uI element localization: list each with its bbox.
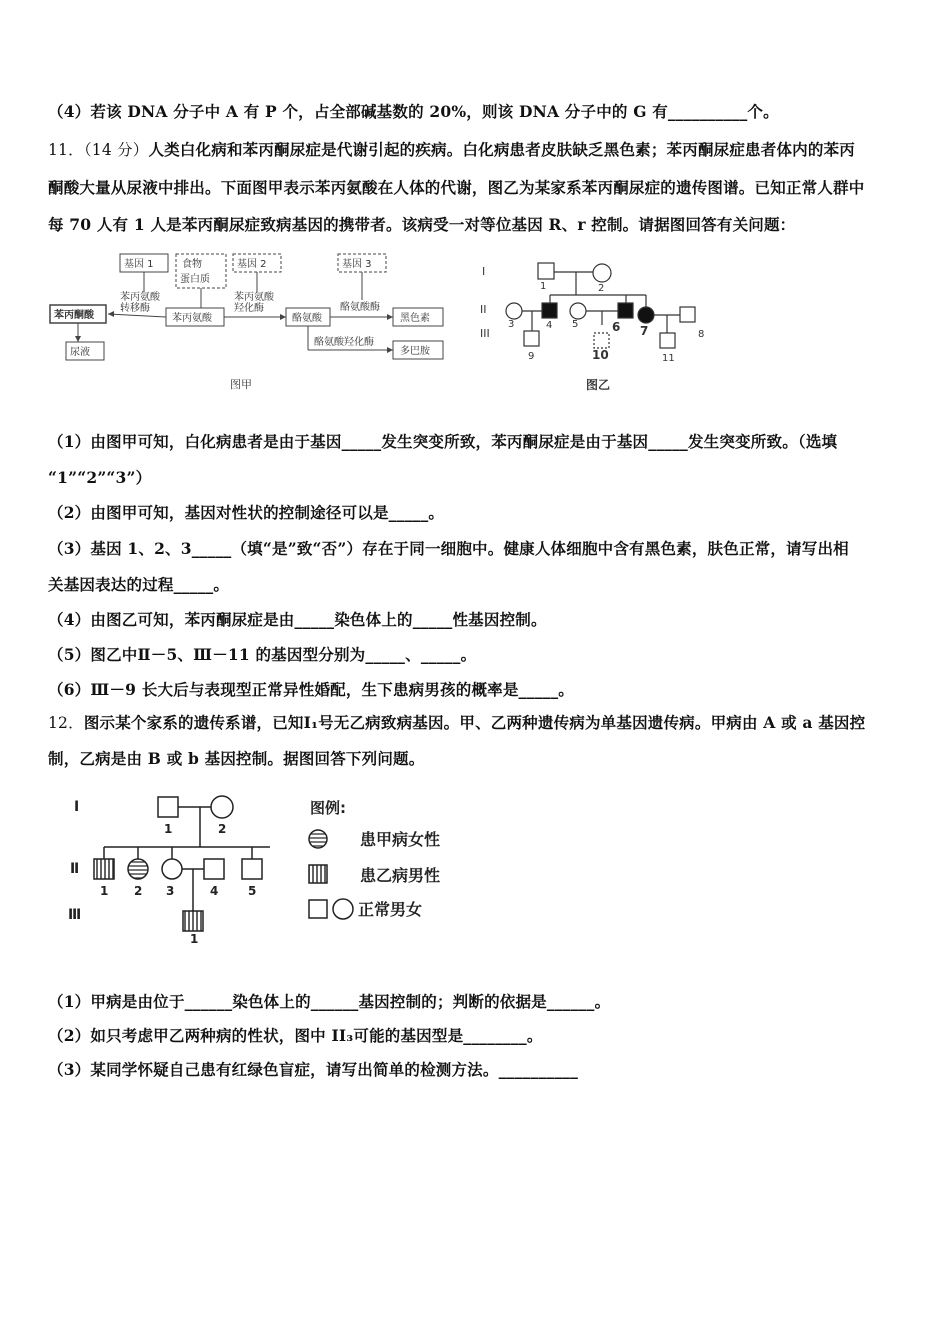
q12-gen-ii: Ⅱ	[70, 861, 80, 877]
label-11: 11	[662, 353, 675, 364]
enzyme4-label: 酪氨酸羟化酶	[314, 337, 374, 348]
gene2-label: 基因 2	[237, 259, 267, 270]
i2-female	[593, 264, 611, 282]
legend-yi-symbol	[309, 865, 327, 883]
q11-heading	[48, 138, 855, 160]
q11-sub4: （4）由图乙可知，苯丙酮尿症是由_____染色体上的_____性基因控制。	[48, 610, 547, 629]
figure-yi-pedigree	[478, 255, 708, 400]
gen-ii-label: II	[480, 303, 487, 316]
dopamine-label: 多巴胺	[400, 346, 430, 357]
q11-sub3-line1: （3）基因 1、2、3_____（填“是”致“否”）存在于同一细胞中。健康人体细胞中含有黑色素，肤色正常，请写出相	[48, 539, 849, 558]
q12-iii1-male-yi	[183, 911, 203, 931]
legend-normal-male	[309, 900, 327, 918]
legend-title: 图例:	[310, 799, 346, 817]
figure-jia-caption: 图甲	[230, 378, 252, 391]
ii4-male-affected	[542, 303, 557, 318]
q11-number: 11．（14 分）	[48, 141, 149, 159]
legend-jia-text: 患甲病女性	[360, 830, 441, 849]
label-9: 9	[528, 351, 535, 362]
q12-label-ii4: 4	[210, 884, 219, 898]
q12-ii1-male-yi	[94, 859, 114, 879]
iii11-male	[660, 333, 675, 348]
enzyme2-label-a: 苯丙氨酸	[234, 292, 274, 303]
q11-head-text: 人类白化病和苯丙酮尿症是代谢引起的疾病。白化病患者皮肤缺乏黑色素；苯丙酮尿症患者体内的苯丙	[148, 140, 855, 159]
legend-normal-female	[333, 899, 353, 919]
q12-label-iii1: 1	[190, 932, 199, 945]
q12-gen-i: Ⅰ	[74, 799, 80, 815]
q12-i1-male	[158, 797, 178, 817]
q11-sub1-line2: “1”“2”“3”）	[48, 468, 152, 487]
q12-sub2: （2）如只考虑甲乙两种病的性状，图中 II₃可能的基因型是________。	[48, 1026, 543, 1045]
phe-ketone-label: 苯丙酮酸	[54, 310, 94, 321]
q12-sub1: （1）甲病是由位于______染色体上的______基因控制的；判断的依据是______。	[48, 992, 611, 1011]
figure-yi-caption: 图乙	[586, 378, 611, 392]
legend-yi-text: 患乙病男性	[360, 866, 441, 885]
q11-sub3-line2: 关基因表达的过程_____。	[48, 575, 230, 594]
food-label-b: 蛋白质	[180, 274, 210, 285]
q12-ii5-male	[242, 859, 262, 879]
q12-head-text: 图示某个家系的遗传系谱，已知Ⅰ₁号无乙病致病基因。甲、乙两种遗传病为单基因遗传病。甲病由 A 或 a 基因控	[83, 713, 866, 732]
q12-label-ii3: 3	[166, 884, 175, 898]
enzyme2-label-b: 羟化酶	[234, 303, 264, 314]
q12-ii3-female	[162, 859, 182, 879]
gene3-label: 基因 3	[342, 259, 372, 270]
iii9-male	[524, 331, 539, 346]
legend-normal-text: 正常男女	[358, 900, 423, 919]
phe-label: 苯丙氨酸	[172, 313, 212, 324]
q12-ii2-female-jia	[128, 859, 148, 879]
q12-label-ii2: 2	[134, 884, 143, 898]
figure-q12-pedigree	[60, 785, 480, 945]
gen-i-label: I	[482, 265, 486, 278]
q12-gen-iii: Ⅲ	[68, 907, 82, 923]
label-2: 2	[598, 283, 605, 294]
iii10-unknown	[594, 333, 609, 348]
melanin-label: 黑色素	[400, 313, 430, 324]
figure-jia-metabolism	[48, 248, 468, 398]
q12-i2-female	[211, 796, 233, 818]
q12-line2: 制，乙病是由 B 或 b 基因控制。据图回答下列问题。	[48, 749, 425, 768]
i1-male	[538, 263, 554, 279]
q11-sub1-line1: （1）由图甲可知，白化病患者是由于基因_____发生突变所致，苯丙酮尿症是由于基因_____发生突变所致。（选填	[48, 432, 838, 451]
label-6: 6	[612, 320, 621, 334]
label-7: 7	[640, 324, 649, 338]
q11-line2: 酮酸大量从尿液中排出。下面图甲表示苯丙氨酸在人体的代谢，图乙为某家系苯丙酮尿症的遗传图谱。已知正常人群中	[48, 178, 865, 197]
label-10: 10	[592, 348, 609, 362]
q12-heading	[48, 711, 865, 733]
label-3: 3	[508, 319, 515, 330]
ii6-male-affected	[618, 303, 633, 318]
label-1: 1	[540, 281, 547, 292]
q12-number: 12．	[48, 714, 84, 732]
gen-iii-label: III	[480, 327, 490, 340]
q12-sub3: （3）某同学怀疑自己患有红绿色盲症，请写出简单的检测方法。__________	[48, 1060, 579, 1079]
q11-sub5: （5）图乙中Ⅱ－5、Ⅲ－11 的基因型分别为_____、_____。	[48, 645, 477, 664]
iii8-male	[680, 307, 695, 322]
food-label-a: 食物	[182, 259, 202, 270]
label-8: 8	[698, 329, 705, 340]
q12-legend	[309, 799, 440, 919]
q12-label-ii1: 1	[100, 884, 109, 898]
q10-sub4: （4）若该 DNA 分子中 A 有 P 个，占全部碱基数的 20%，则该 DNA 分子中的 G 有__________个。	[48, 102, 779, 121]
urine-label: 尿液	[70, 347, 90, 358]
enzyme3-label: 酪氨酸酶	[340, 302, 380, 313]
gene1-label: 基因 1	[124, 259, 154, 270]
iii7-female-affected	[638, 307, 654, 323]
enzyme1-label-b: 转移酶	[120, 303, 150, 314]
q12-label-i2: 2	[218, 822, 227, 836]
enzyme1-label-a: 苯丙氨酸	[120, 292, 160, 303]
q12-ii4-male	[204, 859, 224, 879]
ii3-female	[506, 303, 522, 319]
legend-jia-symbol	[309, 830, 327, 848]
tyr-label: 酪氨酸	[292, 313, 322, 324]
q12-label-ii5: 5	[248, 884, 257, 898]
ii5-female	[570, 303, 586, 319]
label-4: 4	[546, 320, 553, 331]
q12-label-i1: 1	[164, 822, 173, 836]
q11-sub2: （2）由图甲可知，基因对性状的控制途径可以是_____。	[48, 503, 445, 522]
q11-sub6: （6）Ⅲ－9 长大后与表现型正常异性婚配，生下患病男孩的概率是_____。	[48, 680, 574, 699]
q11-line3: 每 70 人有 1 人是苯丙酮尿症致病基因的携带者。该病受一对等位基因 R、r 控制。请据图回答有关问题：	[48, 215, 796, 234]
label-5: 5	[572, 319, 579, 330]
